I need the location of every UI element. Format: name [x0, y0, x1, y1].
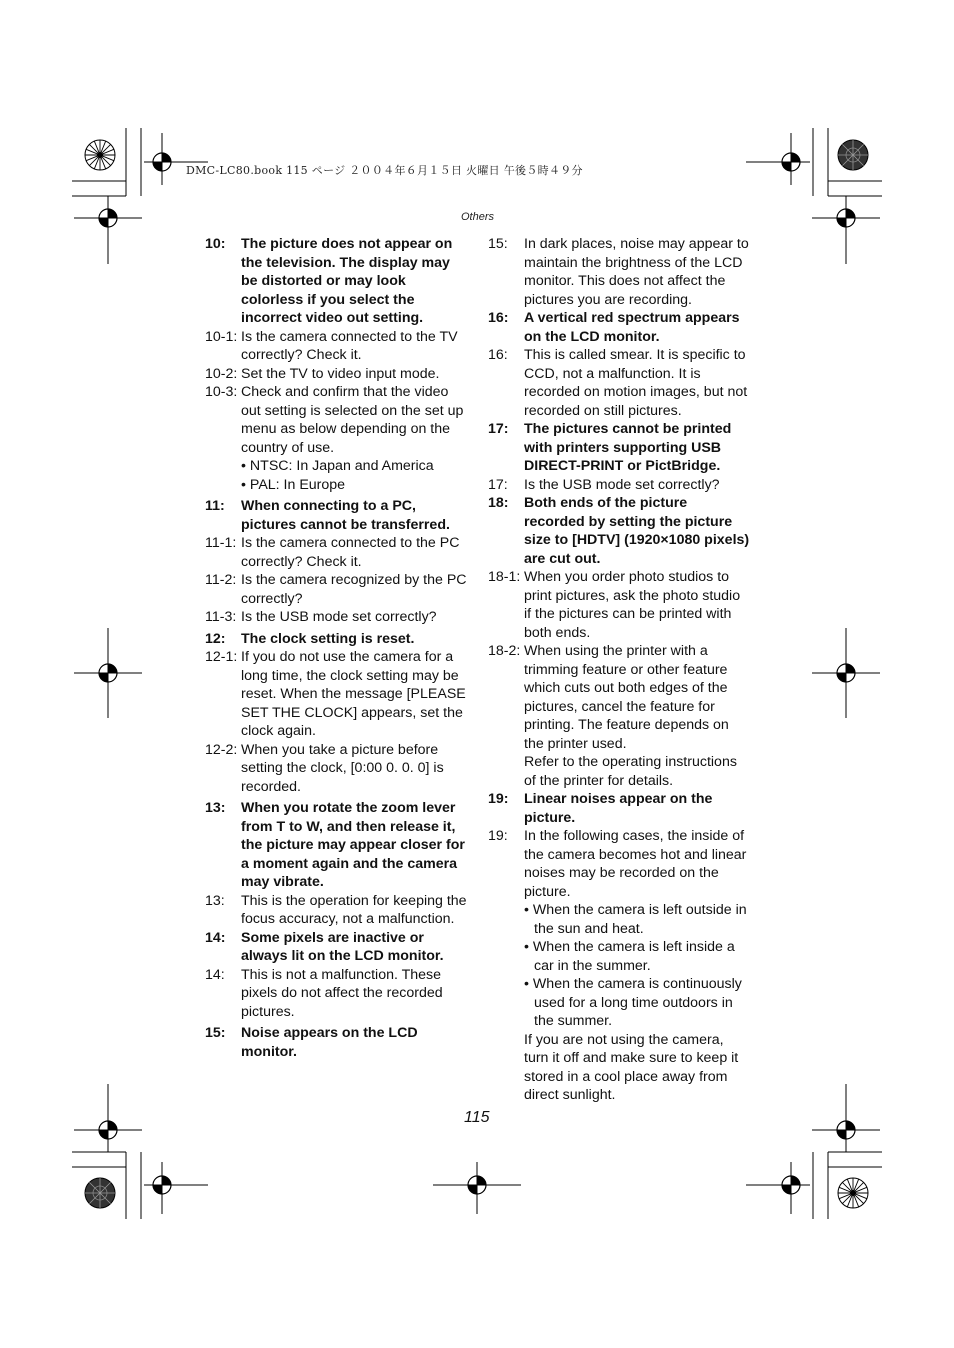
answer-18-1: 18-1: When you order photo studios to print pictures, ask the photo studio if the pictures can be printed with both ends.	[488, 569, 741, 641]
answer-10-2: 10-2: Set the TV to video input mode.	[205, 365, 440, 382]
answer-10-3: 10-3: Check and confirm that the video out setting is selected on the set up menu as below depending on the country of use.	[205, 384, 464, 456]
question-18: 18: Both ends of the picture recorded by setting the picture size to [HDTV] (1920×1080 pixels) are cut out.	[488, 495, 750, 567]
note-18-2: Refer to the operating instructions of the printer for details.	[524, 754, 737, 789]
bullet-19-2: • When the camera is left inside a car in the summer.	[524, 939, 735, 974]
book-header-line: DMC-LC80.book 115 ページ ２００４年６月１５日 火曜日 午後５時４９分	[186, 164, 583, 177]
question-19: 19: Linear noises appear on the picture.	[488, 791, 713, 826]
question-10: 10: The picture does not appear on the television. The display may be distorted or may look colorless if you select the incorrect video out setting.	[205, 236, 453, 326]
bullet-pal: • PAL: In Europe	[241, 476, 346, 493]
question-17: 17: The pictures cannot be printed with printers supporting USB DIRECT-PRINT or PictBridge.	[488, 421, 732, 474]
answer-11-3: 11-3: Is the USB mode set correctly?	[205, 609, 437, 625]
answer-11-1: 11-1: Is the camera connected to the PC correctly? Check it.	[205, 535, 460, 570]
question-12: 12: The clock setting is reset.	[205, 630, 415, 647]
right-column	[488, 235, 750, 1105]
answer-13: 13: This is the operation for keeping the focus accuracy, not a malfunction.	[205, 892, 467, 927]
answer-17: 17: Is the USB mode set correctly?	[488, 476, 720, 493]
answer-15: 15: In dark places, noise may appear to maintain the brightness of the LCD monitor. This does not affect the pictures you are recording.	[488, 236, 749, 308]
bullet-19-1: • When the camera is left outside in the sun and heat.	[524, 902, 747, 937]
question-11: 11: When connecting to a PC, pictures cannot be transferred.	[205, 498, 450, 533]
answer-11-2: 11-2: Is the camera recognized by the PC correctly?	[205, 572, 467, 607]
question-15: 15: Noise appears on the LCD monitor.	[205, 1025, 418, 1060]
answer-14: 14: This is not a malfunction. These pixels do not affect the recorded pictures.	[205, 966, 443, 1020]
question-13: 13: When you rotate the zoom lever from T to W, and then release it, the picture may appear closer for a moment again and the camera may vibrate.	[205, 800, 465, 890]
question-14: 14: Some pixels are inactive or always lit on the LCD monitor.	[205, 929, 444, 964]
note-19: If you are not using the camera, turn it off and make sure to keep it stored in a cool place away from direct sunlight.	[524, 1031, 739, 1103]
answer-19: 19: In the following cases, the inside of the camera becomes hot and linear noises may be recorded on the picture.	[488, 828, 747, 900]
page-number: 115	[464, 1109, 490, 1126]
question-16: 16: A vertical red spectrum appears on the LCD monitor.	[488, 310, 740, 345]
left-column	[205, 235, 467, 1061]
answer-16: 16: This is called smear. It is specific to CCD, not a malfunction. It is recorded on motion images, but not recorded on still pictures.	[488, 347, 748, 419]
section-label: Others	[461, 211, 495, 223]
answer-12-2: 12-2: When you take a picture before setting the clock, [0:00 0. 0. 0] is recorded.	[205, 741, 444, 795]
answer-10-1: 10-1: Is the camera connected to the TV correctly? Check it.	[205, 328, 458, 363]
answer-18-2: 18-2: When using the printer with a trimming feature or other feature which cuts out both edges of the pictures, cancel the feature for printing. The feature depends on the printer used.	[488, 643, 729, 752]
bullet-ntsc: • NTSC: In Japan and America	[241, 458, 434, 474]
bullet-19-3: • When the camera is continuously used for a long time outdoors in the summer.	[524, 976, 742, 1029]
answer-12-1: 12-1: If you do not use the camera for a long time, the clock setting may be reset. When the message [PLEASE SET THE CLOCK] appears, set the clock again.	[205, 649, 466, 739]
